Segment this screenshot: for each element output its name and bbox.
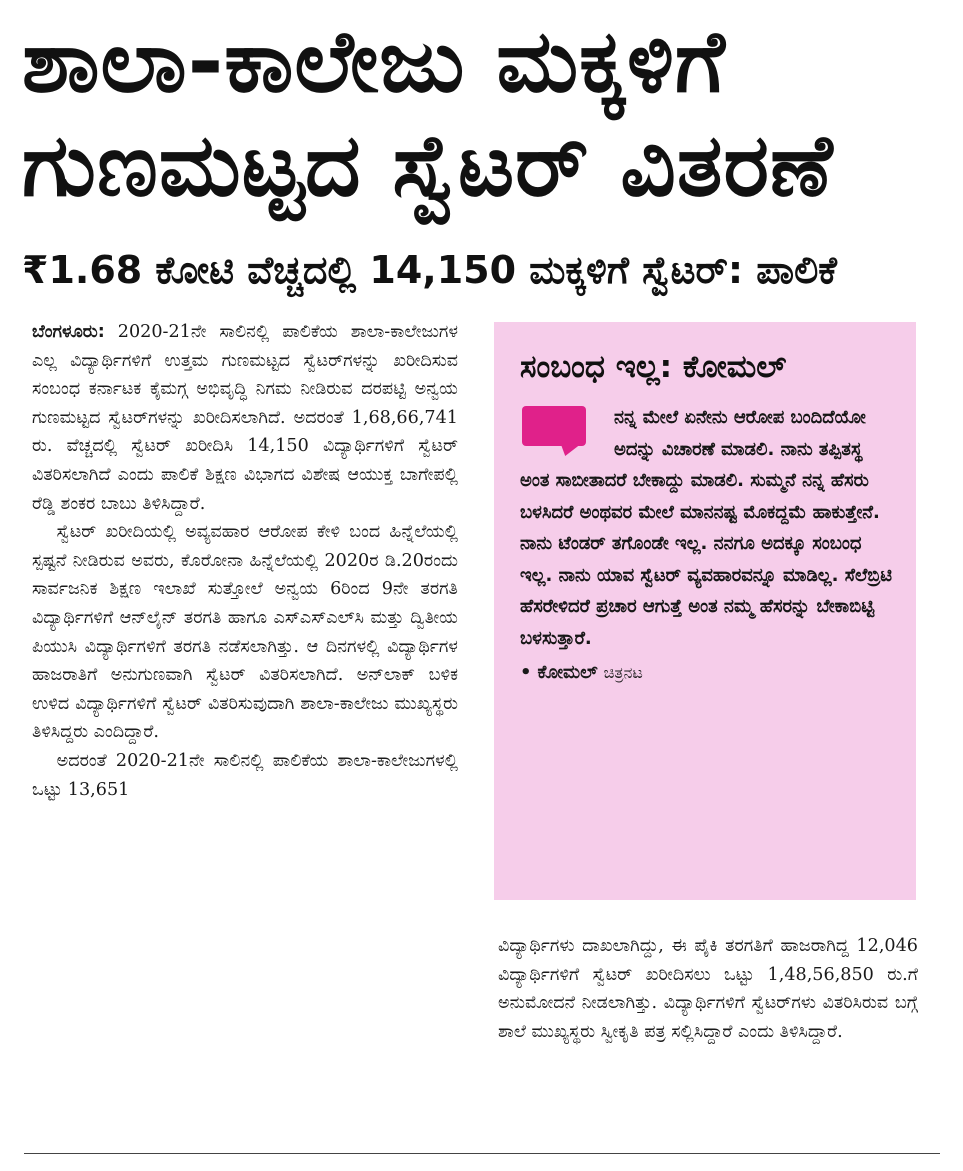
speech-bubble-icon (522, 406, 586, 452)
article-paragraph-1 (32, 318, 458, 518)
headline-line-1: ಶಾಲಾ-ಕಾಲೇಜು ಮಕ್ಕಳಿಗೆ (22, 12, 726, 112)
article-paragraph-3-continued: ವಿದ್ಯಾರ್ಥಿಗಳು ದಾಖಲಾಗಿದ್ದು, ಈ ಪೈಕಿ ತರಗತಿಗೆ ಹಾಜರಾಗಿದ್ದ 12,046 ವಿದ್ಯಾರ್ಥಿಗಳಿಗೆ ಸ್ವೆಟರ್ ಖರೀದಿಸಲು ಒಟ್ಟು 1,48,56,850 ರು.ಗೆ ಅನುಮೋದನೆ ನೀಡಲಾಗಿತ್ತು. ವಿದ್ಯಾರ್ಥಿಗಳಿಗೆ ಸ್ವೆಟರ್‌ಗಳು ವಿತರಿಸಿರುವ ಬಗ್ಗೆ ಶಾಲೆ ಮುಖ್ಯಸ್ಥರು ಸ್ವೀಕೃತಿ ಪತ್ರ ಸಲ್ಲಿಸಿದ್ದಾರೆ ಎಂದು ತಿಳಿಸಿದ್ದಾರೆ. (498, 936, 918, 1042)
article-paragraph-1-text: 2020-21ನೇ ಸಾಲಿನಲ್ಲಿ ಪಾಲಿಕೆಯ ಶಾಲಾ-ಕಾಲೇಜುಗಳ ಎಲ್ಲ ವಿದ್ಯಾರ್ಥಿಗಳಿಗೆ ಉತ್ತಮ ಗುಣಮಟ್ಟದ ಸ್ವೆಟರ್‌ಗಳನ್ನು ಖರೀದಿಸುವ ಸಂಬಂಧ ಕರ್ನಾಟಕ ಕೈಮಗ್ಗ ಅಭಿವೃದ್ಧಿ ನಿಗಮ ನೀಡಿರುವ ದರಪಟ್ಟಿ ಅನ್ವಯ ಗುಣಮಟ್ಟದ ಸ್ವೆಟರ್‌ಗಳನ್ನು ಖರೀದಿಸಲಾಗಿದೆ. ಅದರಂತೆ 1,68,66,741 ರು. ವೆಚ್ಚದಲ್ಲಿ ಸ್ವೆಟರ್ ಖರೀದಿಸಿ 14,150 ವಿದ್ಯಾರ್ಥಿಗಳಿಗೆ ಸ್ವೆಟರ್ ವಿತರಿಸಲಾಗಿದೆ ಎಂದು ಪಾಲಿಕೆ ಶಿಕ್ಷಣ ವಿಭಾಗದ ವಿಶೇಷ ಆಯುಕ್ತ ಬಾಗೇಪಲ್ಲಿ ರೆಡ್ಡಿ ಶಂಕರ ಬಾಬು ತಿಳಿಸಿದ್ದಾರೆ. (32, 322, 459, 514)
dateline: ಬೆಂಗಳೂರು: (32, 322, 105, 342)
attribution-name: ಕೋಮಲ್ (537, 662, 598, 683)
headline-line-2: ಗುಣಮಟ್ಟದ ಸ್ವೆಟರ್ ವಿತರಣೆ (22, 116, 834, 216)
article-column-left (32, 318, 458, 804)
article-paragraph-2: ಸ್ವೆಟರ್ ಖರೀದಿಯಲ್ಲಿ ಅವ್ಯವಹಾರ ಆರೋಪ ಕೇಳಿ ಬಂದ ಹಿನ್ನೆಲೆಯಲ್ಲಿ ಸ್ಪಷ್ಟನೆ ನೀಡಿರುವ ಅವರು, ಕೊರೋನಾ ಹಿನ್ನೆಲೆಯಲ್ಲಿ 2020ರ ಡಿ.20ರಂದು ಸಾರ್ವಜನಿಕ ಶಿಕ್ಷಣ ಇಲಾಖೆ ಸುತ್ತೋಲೆ ಅನ್ವಯ 6ರಿಂದ 9ನೇ ತರಗತಿ ವಿದ್ಯಾರ್ಥಿಗಳಿಗೆ ಆನ್‌ಲೈನ್ ತರಗತಿ ಹಾಗೂ ಎಸ್‌ಎಸ್‌ಎಲ್‌ಸಿ ಮತ್ತು ದ್ವಿತೀಯ ಪಿಯುಸಿ ವಿದ್ಯಾರ್ಥಿಗಳಿಗೆ ತರಗತಿ ನಡೆಸಲಾಗಿತ್ತು. ಆ ದಿನಗಳಲ್ಲಿ ವಿದ್ಯಾರ್ಥಿಗಳ ಹಾಜರಾತಿಗೆ ಅನುಗುಣವಾಗಿ ಸ್ವೆಟರ್ ವಿತರಿಸಲಾಗಿದೆ. ಅನ್‌ಲಾಕ್ ಬಳಿಕ ಉಳಿದ ವಿದ್ಯಾರ್ಥಿಗಳಿಗೆ ಸ್ವೆಟರ್ ವಿತರಿಸುವುದಾಗಿ ಶಾಲಾ-ಕಾಲೇಜು ಮುಖ್ಯಸ್ಥರು ತಿಳಿಸಿದ್ದರು ಎಂದಿದ್ದಾರೆ. (32, 522, 458, 743)
article-paragraph-3: ಅದರಂತೆ 2020-21ನೇ ಸಾಲಿನಲ್ಲಿ ಪಾಲಿಕೆಯ ಶಾಲಾ-ಕಾಲೇಜುಗಳಲ್ಲಿ ಒಟ್ಟು 13,651 (32, 750, 458, 800)
article-column-right (498, 932, 918, 1046)
attribution-role: ಚಿತ್ರನಟ (603, 663, 643, 682)
headline (22, 10, 947, 218)
speech-bubble-body (522, 406, 586, 446)
subheadline: ₹1.68 ಕೋಟಿ ವೆಚ್ಚದಲ್ಲಿ 14,150 ಮಕ್ಕಳಿಗೆ ಸ್ವೆಟರ್: ಪಾಲಿಕೆ (22, 248, 837, 292)
sidebar-box (494, 322, 916, 900)
attribution-bullet: • (520, 662, 532, 683)
bottom-divider (24, 1153, 940, 1154)
quote-attribution (520, 658, 896, 688)
sidebar-title: ಸಂಬಂಧ ಇಲ್ಲ: ಕೋಮಲ್ (520, 349, 787, 385)
sidebar-quote: ನನ್ನ ಮೇಲೆ ಏನೇನು ಆರೋಪ ಬಂದಿದೆಯೋ ಅದನ್ನು ವಿಚಾರಣೆ ಮಾಡಲಿ. ನಾನು ತಪ್ಪಿತಸ್ಥ ಅಂತ ಸಾಬೀತಾದರೆ ಬೇಕಾದ್ದು ಮಾಡಲಿ. ಸುಮ್ಮನೆ ನನ್ನ ಹೆಸರು ಬಳಸಿದರೆ ಅಂಥವರ ಮೇಲೆ ಮಾನನಷ್ಟ ಮೊಕದ್ದಮೆ ಹಾಕುತ್ತೇನೆ. ನಾನು ಟೆಂಡರ್ ತಗೊಂಡೇ ಇಲ್ಲ. ನನಗೂ ಅದಕ್ಕೂ ಸಂಬಂಧ ಇಲ್ಲ. ನಾನು ಯಾವ ಸ್ವೆಟರ್ ವ್ಯವಹಾರವನ್ನೂ ಮಾಡಿಲ್ಲ. ಸೆಲೆಬ್ರಿಟಿ ಹೆಸರೇಳಿದರೆ ಪ್ರಚಾರ ಆಗುತ್ತೆ ಅಂತ ನಮ್ಮ ಹೆಸರನ್ನು ಬೇಕಾಬಿಟ್ಟಿ ಬಳಸುತ್ತಾರೆ. (520, 407, 893, 649)
